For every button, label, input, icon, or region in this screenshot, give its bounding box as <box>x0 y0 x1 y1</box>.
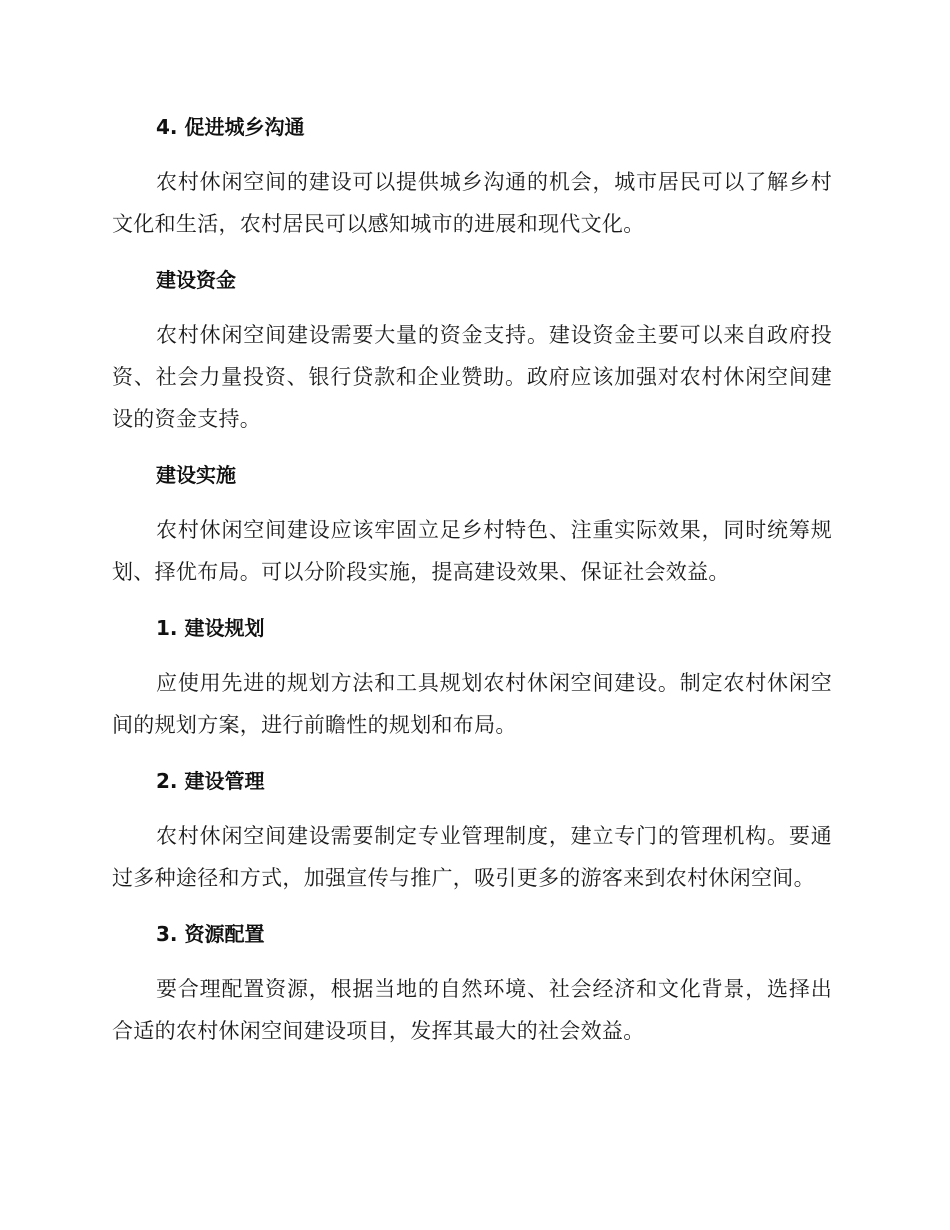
section-heading-construction-funds: 建设资金 <box>156 268 236 292</box>
section-paragraph-resource-allocation: 要合理配置资源，根据当地的自然环境、社会经济和文化背景，选择出合适的农村休闲空间建设项目，发挥其最大的社会效益。 <box>112 977 832 1043</box>
section-paragraph-urban-rural-communication: 农村休闲空间的建设可以提供城乡沟通的机会，城市居民可以了解乡村文化和生活，农村居民可以感知城市的进展和现代文化。 <box>112 170 832 236</box>
document-page <box>112 108 832 1068</box>
section-heading-construction-planning: 1. 建设规划 <box>156 616 265 640</box>
section-paragraph-construction-implementation: 农村休闲空间建设应该牢固立足乡村特色、注重实际效果，同时统筹规划、择优布局。可以分阶段实施，提高建设效果、保证社会效益。 <box>112 518 832 584</box>
section-heading-promote-urban-rural-communication: 4. 促进城乡沟通 <box>156 115 305 139</box>
section-heading-construction-management: 2. 建设管理 <box>156 769 265 793</box>
section-heading-construction-implementation: 建设实施 <box>156 463 236 487</box>
section-paragraph-construction-management: 农村休闲空间建设需要制定专业管理制度，建立专门的管理机构。要通过多种途径和方式，加强宣传与推广，吸引更多的游客来到农村休闲空间。 <box>112 824 832 890</box>
section-paragraph-construction-funds: 农村休闲空间建设需要大量的资金支持。建设资金主要可以来自政府投资、社会力量投资、银行贷款和企业赞助。政府应该加强对农村休闲空间建设的资金支持。 <box>112 323 832 431</box>
section-paragraph-construction-planning: 应使用先进的规划方法和工具规划农村休闲空间建设。制定农村休闲空间的规划方案，进行前瞻性的规划和布局。 <box>112 671 832 737</box>
section-heading-resource-allocation: 3. 资源配置 <box>156 922 265 946</box>
